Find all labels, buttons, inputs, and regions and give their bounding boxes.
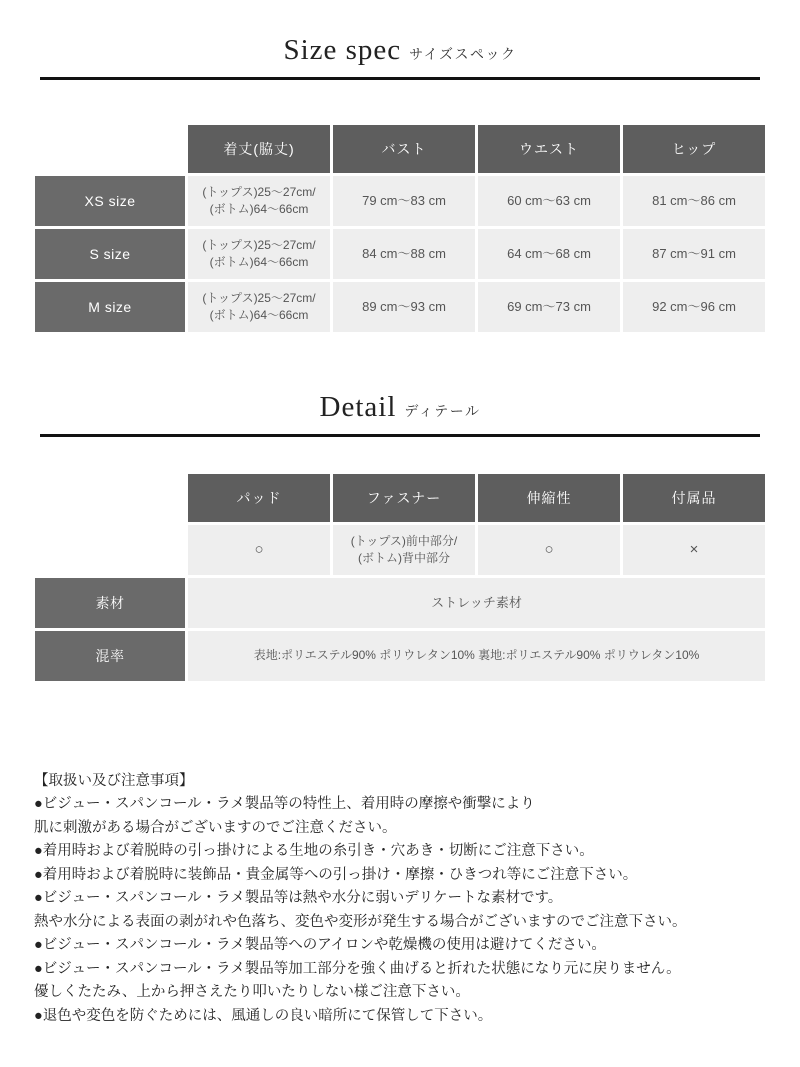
care-note-line: ●ビジュー・スパンコール・ラメ製品等の特性上、着用時の摩擦や衝撃により — [34, 796, 535, 813]
detail-cell-zipper-bottom: (ボトム)背中部分 — [358, 551, 450, 565]
care-notes-heading: 【取扱い及び注意事項】 — [34, 773, 194, 789]
care-note-line: ●着用時および着脱時に装飾品・貴金属等への引っ掛け・摩擦・ひきつれ等にご注意下さい。 — [34, 866, 638, 883]
table-header-row — [35, 474, 765, 522]
detail-header-corner — [35, 474, 185, 522]
detail-row-label-blend: 混率 — [35, 631, 185, 681]
detail-cell-stretch: ○ — [478, 525, 620, 575]
care-note-line: 熱や水分による表面の剥がれや色落ち、変色や変形が発生する場合がございますのでご注意下さい。 — [34, 913, 687, 930]
detail-cell-accessory: × — [623, 525, 765, 575]
table-row — [35, 525, 765, 575]
size-cell-waist-s: 64 cm～68 cm — [478, 229, 620, 279]
size-row-label-xs: XS size — [35, 176, 185, 226]
size-cell-length-s — [188, 229, 330, 279]
table-row — [35, 631, 765, 681]
size-cell-bust-s: 84 cm～88 cm — [333, 229, 475, 279]
size-spec-header-waist: ウエスト — [478, 125, 620, 173]
size-cell-length-bottom-m: (ボトム)64～66cm — [209, 308, 309, 322]
detail-header-accessory: 付属品 — [623, 474, 765, 522]
detail-cell-zipper-top: (トップス)前中部分/ — [350, 533, 458, 548]
detail-cell-zipper — [333, 525, 475, 575]
size-spec-header-length: 着丈(脇丈) — [188, 125, 330, 173]
table-row — [35, 578, 765, 628]
table-row — [35, 282, 765, 332]
size-cell-hip-m: 92 cm～96 cm — [623, 282, 765, 332]
detail-cell-blend: 表地:ポリエステル90% ポリウレタン10% 裏地:ポリエステル90% ポリウレタン10% — [188, 631, 765, 681]
detail-header-pad: パッド — [188, 474, 330, 522]
size-cell-length-bottom-s: (ボトム)64～66cm — [209, 255, 309, 269]
detail-title-en: Detail — [319, 391, 397, 423]
size-cell-length-top-xs: (トップス)25～27cm/ — [202, 184, 316, 199]
table-row — [35, 229, 765, 279]
size-cell-length-top-m: (トップス)25～27cm/ — [202, 290, 316, 305]
detail-divider — [40, 434, 760, 437]
size-cell-hip-s: 87 cm～91 cm — [623, 229, 765, 279]
size-row-label-m: M size — [35, 282, 185, 332]
detail-row-blank — [35, 525, 185, 575]
table-row — [35, 176, 765, 226]
size-cell-waist-m: 69 cm～73 cm — [478, 282, 620, 332]
detail-header-stretch: 伸縮性 — [478, 474, 620, 522]
size-spec-header-bust: バスト — [333, 125, 475, 173]
size-cell-length-bottom-xs: (ボトム)64～66cm — [209, 202, 309, 216]
detail-row-label-material: 素材 — [35, 578, 185, 628]
table-header-row — [35, 125, 765, 173]
size-cell-waist-xs: 60 cm～63 cm — [478, 176, 620, 226]
size-cell-length-m — [188, 282, 330, 332]
care-note-line: ●着用時および着脱時の引っ掛けによる生地の糸引き・穴あき・切断にご注意下さい。 — [34, 843, 594, 860]
size-cell-length-top-s: (トップス)25～27cm/ — [202, 237, 316, 252]
size-cell-bust-xs: 79 cm～83 cm — [333, 176, 475, 226]
size-spec-title-jp: サイズスペック — [409, 48, 517, 63]
detail-table — [32, 471, 768, 684]
care-note-line: 肌に刺激がある場合がございますのでご注意ください。 — [34, 819, 397, 836]
detail-cell-pad: ○ — [188, 525, 330, 575]
detail-cell-material: ストレッチ素材 — [188, 578, 765, 628]
size-cell-hip-xs: 81 cm～86 cm — [623, 176, 765, 226]
care-notes — [34, 770, 774, 1028]
size-spec-header-hip: ヒップ — [623, 125, 765, 173]
size-cell-bust-m: 89 cm～93 cm — [333, 282, 475, 332]
size-spec-header-corner — [35, 125, 185, 173]
detail-header-zipper: ファスナー — [333, 474, 475, 522]
size-spec-table — [32, 122, 768, 335]
detail-title-jp: ディテール — [404, 405, 481, 420]
care-note-line: ●ビジュー・スパンコール・ラメ製品等へのアイロンや乾燥機の使用は避けてください。 — [34, 937, 606, 954]
size-spec-divider — [40, 77, 760, 80]
size-spec-heading — [0, 0, 800, 67]
detail-heading — [0, 335, 800, 424]
size-spec-title-en: Size spec — [283, 34, 402, 66]
size-cell-length-xs — [188, 176, 330, 226]
care-note-line: 優しくたたみ、上から押さえたり叩いたりしない様ご注意下さい。 — [34, 984, 470, 1001]
care-note-line: ●ビジュー・スパンコール・ラメ製品等加工部分を強く曲げると折れた状態になり元に戻りません。 — [34, 960, 681, 977]
care-note-line: ●退色や変色を防ぐためには、風通しの良い暗所にて保管して下さい。 — [34, 1007, 493, 1024]
size-row-label-s: S size — [35, 229, 185, 279]
care-note-line: ●ビジュー・スパンコール・ラメ製品等は熱や水分に弱いデリケートな素材です。 — [34, 890, 563, 907]
